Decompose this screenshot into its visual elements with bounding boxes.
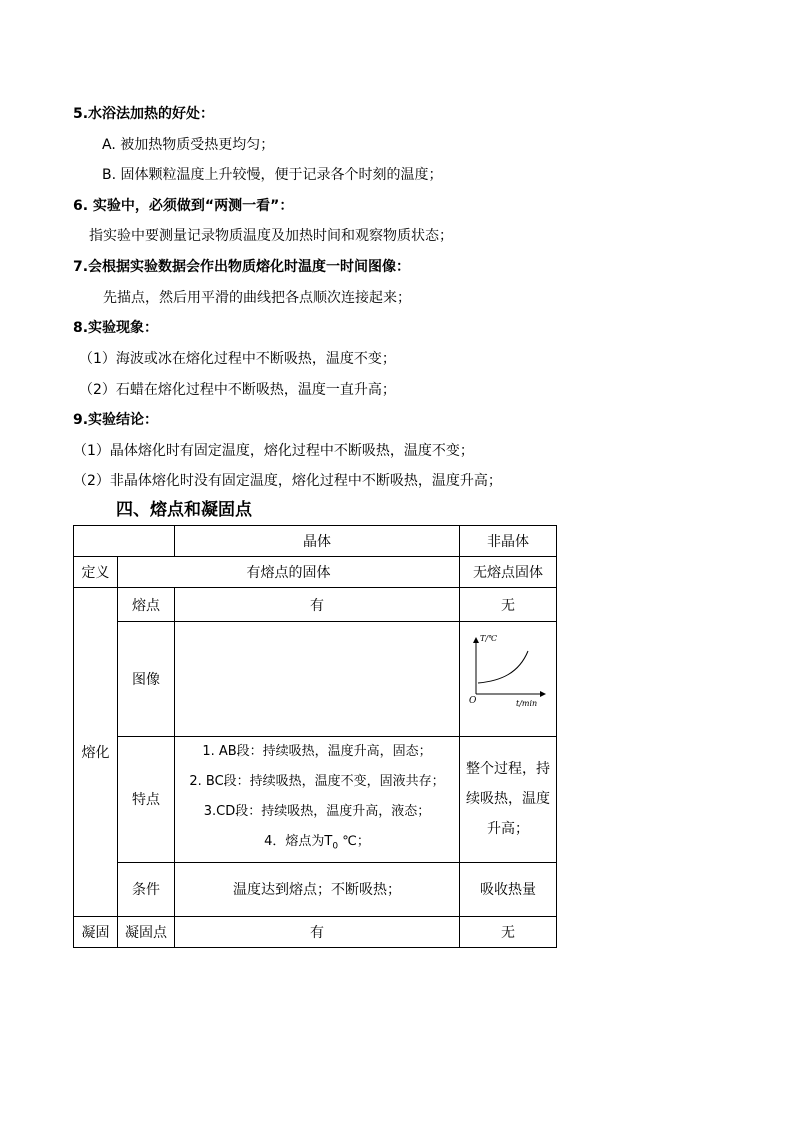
feature-melting-point-suffix: ℃； xyxy=(338,834,370,849)
condition-label: 条件 xyxy=(118,862,175,916)
amorphous-melting-graph xyxy=(461,623,556,736)
section-8-item-1: （1）海波或冰在熔化过程中不断吸热，温度不变； xyxy=(79,351,396,367)
table-row-melting-point xyxy=(74,588,557,622)
solidify-label: 凝固点 xyxy=(118,916,175,947)
table-row-features xyxy=(74,737,557,863)
melting-group-label: 熔化 xyxy=(74,588,118,917)
table-row-condition xyxy=(74,862,557,916)
solidify-crystal: 有 xyxy=(175,916,460,947)
melting-point-amorphous: 无 xyxy=(460,588,557,622)
feature-melting-point-prefix: 4．熔点为T xyxy=(264,834,333,849)
amorphous-feature-line-1: 整个过程，持 xyxy=(466,761,550,778)
x-axis-label: t/min xyxy=(515,698,537,708)
features-label: 特点 xyxy=(118,737,175,863)
table-row-solidify xyxy=(74,916,557,947)
graph-amorphous-cell xyxy=(460,622,557,737)
section-6-title: 6. 实验中，必须做到“两测一看”： xyxy=(73,198,294,214)
amorphous-feature-line-3: 升高； xyxy=(487,821,529,838)
solidify-amorphous: 无 xyxy=(460,916,557,947)
amorphous-feature-line-2: 续吸热，温度 xyxy=(466,791,550,808)
melting-solidifying-table xyxy=(73,525,557,948)
header-empty-cell xyxy=(74,526,175,557)
condition-amorphous: 吸收热量 xyxy=(460,862,557,916)
section-5-title: 5.水浴法加热的好处： xyxy=(73,106,215,122)
definition-amorphous: 无熔点固体 xyxy=(460,557,557,588)
graph-crystal-blank xyxy=(175,622,460,737)
melting-point-label: 熔点 xyxy=(118,588,175,622)
definition-crystal: 有熔点的固体 xyxy=(118,557,460,588)
header-amorphous: 非晶体 xyxy=(460,526,557,557)
feature-bc: 2. BC段：持续吸热，温度不变，固液共存； xyxy=(189,774,445,789)
y-axis-label: T/℃ xyxy=(479,633,497,643)
feature-melting-point xyxy=(175,827,459,862)
table-row-definition xyxy=(74,557,557,588)
section-5-item-a: A. 被加热物质受热更均匀； xyxy=(102,137,275,153)
features-amorphous xyxy=(460,737,557,863)
section-9-title: 9.实验结论： xyxy=(73,412,159,428)
section-9-item-1: （1）晶体熔化时有固定温度，熔化过程中不断吸热，温度不变； xyxy=(73,443,474,459)
melting-point-crystal: 有 xyxy=(175,588,460,622)
header-crystal: 晶体 xyxy=(175,526,460,557)
section-9-item-2: （2）非晶体熔化时没有固定温度，熔化过程中不断吸热，温度升高； xyxy=(73,473,502,489)
section-8-item-2: （2）石蜡在熔化过程中不断吸热，温度一直升高； xyxy=(79,382,396,398)
definition-label: 定义 xyxy=(74,557,118,588)
section-7-title: 7.会根据实验数据会作出物质熔化时温度一时间图像： xyxy=(73,259,411,275)
section-6-text: 指实验中要测量记录物质温度及加热时间和观察物质状态； xyxy=(89,228,453,244)
solidify-group-label: 凝固 xyxy=(74,916,118,947)
table-row-graph xyxy=(74,622,557,737)
section-8-title: 8.实验现象： xyxy=(73,320,159,336)
section-4-heading: 四、熔点和凝固点 xyxy=(116,500,252,520)
feature-melting-point-subscript: 0 xyxy=(332,841,339,852)
origin-label: O xyxy=(468,695,476,706)
graph-label: 图像 xyxy=(118,622,175,737)
feature-cd: 3.CD段：持续吸热，温度升高，液态； xyxy=(203,804,431,819)
section-7-text: 先描点，然后用平滑的曲线把各点顺次连接起来； xyxy=(103,290,411,306)
feature-ab: 1. AB段：持续吸热，温度升高，固态； xyxy=(202,744,432,759)
condition-crystal: 温度达到熔点；不断吸热； xyxy=(175,862,460,916)
temperature-curve xyxy=(478,651,528,683)
features-crystal xyxy=(175,737,460,863)
table-row-header xyxy=(74,526,557,557)
section-5-item-b: B. 固体颗粒温度上升较慢，便于记录各个时刻的温度； xyxy=(102,167,443,183)
